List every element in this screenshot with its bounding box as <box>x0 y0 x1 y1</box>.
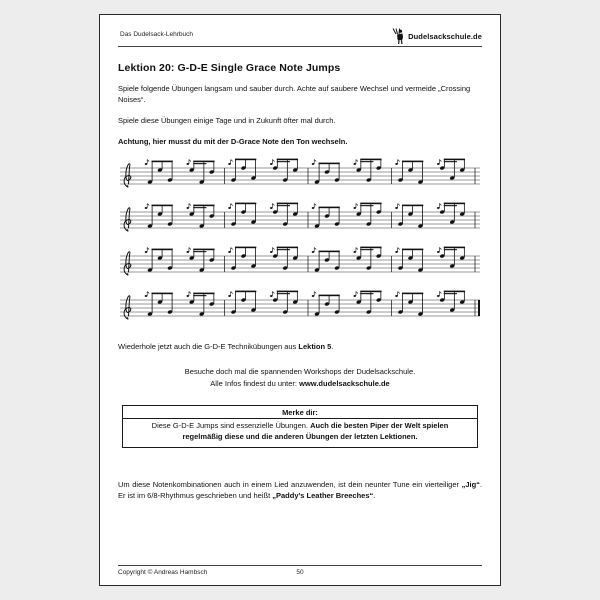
workshop-line1: Besuche doch mal die spannenden Workshops der Dudelsackschule. <box>184 367 416 377</box>
page-footer <box>118 566 482 576</box>
running-header: Das Dudelsack-Lehrbuch <box>120 31 193 38</box>
page-title: Lektion 20: G-D-E Single Grace Note Jumps <box>118 62 341 74</box>
merke-text-normal: Diese G-D-E Jumps sind essenzielle Übungen. <box>151 420 311 430</box>
copyright-text: Copyright © Andreas Hambsch <box>118 569 208 576</box>
merke-box-title: Merke dir: <box>123 406 477 419</box>
logo-text: Dudelsackschule.de <box>408 31 482 41</box>
tune-text-3: . <box>373 490 376 500</box>
book-page <box>99 14 501 586</box>
bagpiper-logo-icon <box>392 28 405 44</box>
paragraph-review <box>118 342 482 353</box>
workshop-promo <box>118 366 482 389</box>
workshop-line2 <box>118 378 482 389</box>
page-header <box>118 28 482 44</box>
paragraph-tune <box>118 480 482 502</box>
merke-text-bold: Auch die besten Piper der Welt spielen regelmäßig diese und die anderen Übungen der letzten Lektionen. <box>182 420 449 441</box>
music-staff <box>118 288 482 330</box>
review-lektion-ref: Lektion 5 <box>298 341 332 351</box>
music-staff <box>118 200 482 242</box>
review-text: Wiederhole jetzt auch die G-D-E Technikübungen aus <box>118 341 299 351</box>
tune-text-1: Um diese Notenkombinationen auch in einem Lied anzuwenden, ist dein neunter Tune ein vierteiliger <box>118 479 462 489</box>
header-rule <box>118 46 482 47</box>
workshop-url: www.dudelsackschule.de <box>299 378 390 388</box>
merke-box <box>122 405 478 448</box>
paragraph-warning: Achtung, hier musst du mit der D-Grace Note den Ton wechseln. <box>118 136 348 146</box>
music-staff <box>118 244 482 286</box>
merke-box-body <box>123 419 477 447</box>
tune-title: „Paddy’s Leather Breeches“ <box>272 490 374 500</box>
paragraph-intro: Spiele folgende Übungen langsam und sauber durch. Achte auf saubere Wechsel und vermeide „Crossing Noises“. <box>118 84 471 104</box>
tune-text-2: . Er ist im 6/8-Rhythmus geschrieben und heißt <box>118 479 482 500</box>
workshop-line2-text: Alle Infos findest du unter: <box>210 378 300 388</box>
tune-jig: „Jig“ <box>461 479 480 489</box>
paragraph-practice: Spiele diese Übungen einige Tage und in Zukunft öfter mal durch. <box>118 115 336 125</box>
review-period: . <box>331 341 334 351</box>
music-notation <box>118 156 482 332</box>
music-staff <box>118 156 482 198</box>
publisher-logo <box>392 28 482 44</box>
page-number: 50 <box>296 569 304 576</box>
